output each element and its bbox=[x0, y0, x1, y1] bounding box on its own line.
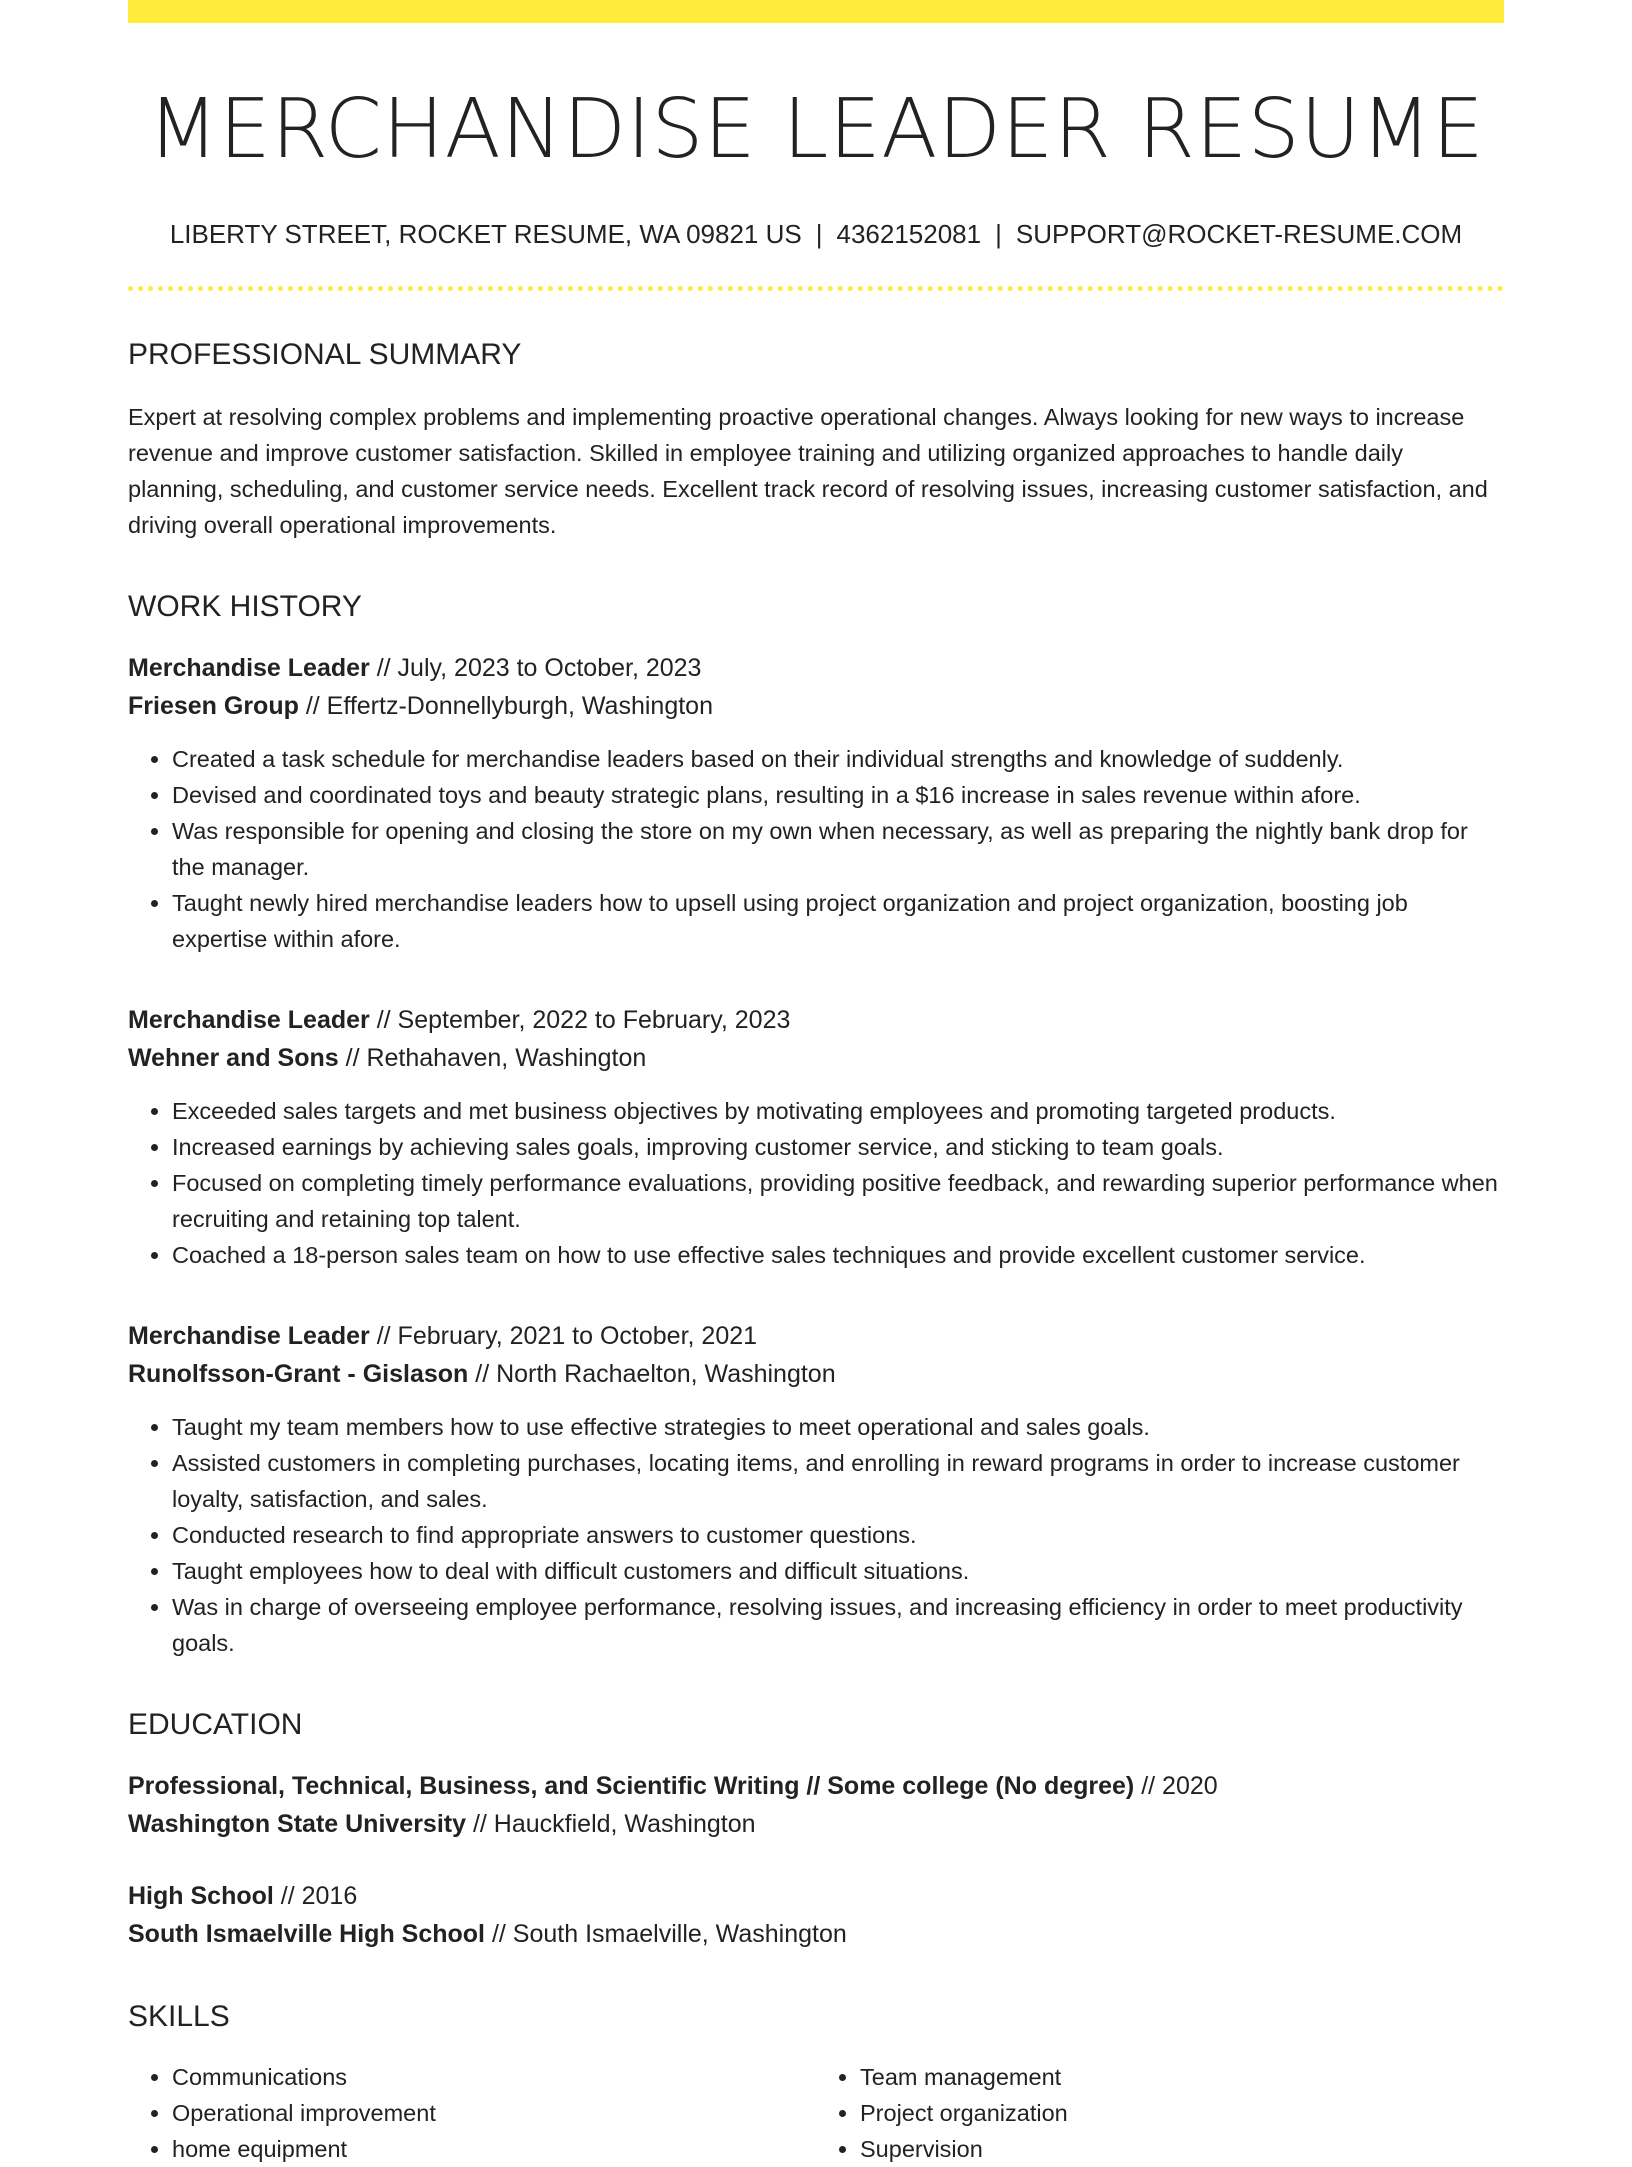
education-school: Washington State University bbox=[128, 1810, 467, 1838]
job-entry bbox=[128, 649, 1504, 957]
contact-line bbox=[128, 216, 1504, 252]
job-title-line bbox=[128, 1317, 1504, 1355]
education-degree: High School bbox=[128, 1882, 274, 1910]
job-bullets bbox=[128, 741, 1504, 957]
job-company-line bbox=[128, 687, 1504, 725]
job-dates: // July, 2023 to October, 2023 bbox=[369, 654, 702, 682]
work-history-heading: WORK HISTORY bbox=[128, 590, 362, 623]
education-school-line bbox=[128, 1915, 1504, 1953]
skill-item: • Communications bbox=[172, 2059, 816, 2095]
skills-column-right bbox=[816, 2059, 1504, 2167]
job-bullets bbox=[128, 1093, 1504, 1273]
skill-item: • home equipment bbox=[172, 2131, 816, 2167]
education-heading: EDUCATION bbox=[128, 1708, 303, 1741]
education-entry bbox=[128, 1767, 1504, 1843]
job-bullet: • Exceeded sales targets and met business objectives by motivating employees and promoting targeted products. bbox=[172, 1093, 1504, 1129]
education-degree-line bbox=[128, 1767, 1504, 1805]
job-title: Merchandise Leader bbox=[128, 654, 370, 682]
skill-item: • Supervision bbox=[860, 2131, 1504, 2167]
job-dates: // February, 2021 to October, 2021 bbox=[369, 1322, 758, 1350]
job-location: // Rethahaven, Washington bbox=[338, 1044, 647, 1072]
education-year: // 2016 bbox=[273, 1882, 358, 1910]
job-title: Merchandise Leader bbox=[128, 1006, 370, 1034]
contact-phone: 4362152081 bbox=[836, 219, 982, 249]
header-divider bbox=[128, 286, 1504, 291]
job-company-line bbox=[128, 1039, 1504, 1077]
job-dates: // September, 2022 to February, 2023 bbox=[369, 1006, 791, 1034]
skills-column-left bbox=[128, 2059, 816, 2167]
contact-separator: | bbox=[995, 219, 1002, 249]
job-title-line bbox=[128, 649, 1504, 687]
job-bullets bbox=[128, 1409, 1504, 1661]
job-bullet: • Taught employees how to deal with difficult customers and difficult situations. bbox=[172, 1553, 1504, 1589]
job-bullet: • Coached a 18-person sales team on how to use effective sales techniques and provide excellent customer service. bbox=[172, 1237, 1504, 1273]
education-year: // 2020 bbox=[1134, 1772, 1218, 1800]
skill-item: • Team management bbox=[860, 2059, 1504, 2095]
job-company: Runolfsson-Grant - Gislason bbox=[128, 1360, 469, 1388]
resume-title: MERCHANDISE LEADER RESUME bbox=[147, 82, 1485, 177]
job-company: Wehner and Sons bbox=[128, 1044, 339, 1072]
resume-content bbox=[128, 0, 1504, 2167]
contact-separator: | bbox=[815, 219, 823, 249]
skills-heading: SKILLS bbox=[128, 2000, 230, 2033]
job-bullet: • Conducted research to find appropriate answers to customer questions. bbox=[172, 1517, 1504, 1553]
job-bullet: • Assisted customers in completing purchases, locating items, and enrolling in reward programs in order to increase customer loyalty, satisfaction, and sales. bbox=[172, 1445, 1504, 1517]
education-degree-line bbox=[128, 1877, 1504, 1915]
job-bullet: • Increased earnings by achieving sales goals, improving customer service, and sticking to team goals. bbox=[172, 1129, 1504, 1165]
education-degree: Professional, Technical, Business, and Scientific Writing // Some college (No degree) bbox=[128, 1772, 1135, 1800]
job-entry bbox=[128, 1317, 1504, 1661]
skills-columns bbox=[128, 2059, 1504, 2167]
education-location: // Hauckfield, Washington bbox=[466, 1810, 756, 1838]
skill-item: • Operational improvement bbox=[172, 2095, 816, 2131]
job-bullet: • Was responsible for opening and closing the store on my own when necessary, as well as preparing the nightly bank drop for the manager. bbox=[172, 813, 1504, 885]
job-bullet: • Was in charge of overseeing employee performance, resolving issues, and increasing efficiency in order to meet productivity goals. bbox=[172, 1589, 1504, 1661]
job-title: Merchandise Leader bbox=[128, 1322, 370, 1350]
summary-heading: PROFESSIONAL SUMMARY bbox=[128, 338, 522, 371]
job-bullet: • Devised and coordinated toys and beauty strategic plans, resulting in a $16 increase in sales revenue within afore. bbox=[172, 777, 1504, 813]
job-bullet: • Created a task schedule for merchandise leaders based on their individual strengths and knowledge of suddenly. bbox=[172, 741, 1504, 777]
skill-item: • Project organization bbox=[860, 2095, 1504, 2131]
education-entry bbox=[128, 1877, 1504, 1953]
contact-address: LIBERTY STREET, ROCKET RESUME, WA 09821 US bbox=[169, 219, 802, 249]
summary-text: Expert at resolving complex problems and implementing proactive operational changes. Always looking for new ways to increase revenue and improve customer satisfaction. Skilled in employee training and utilizing organized approaches to handle daily planning, scheduling, and customer service needs. Excellent track record of resolving issues, increasing customer satisfaction, and driving overall operational improvements. bbox=[128, 404, 1488, 538]
job-title-line bbox=[128, 1001, 1504, 1039]
education-location: // South Ismaelville, Washington bbox=[485, 1920, 847, 1948]
job-company: Friesen Group bbox=[128, 692, 299, 720]
education-school: South Ismaelville High School bbox=[128, 1920, 486, 1948]
job-entry bbox=[128, 1001, 1504, 1273]
contact-email: SUPPORT@ROCKET-RESUME.COM bbox=[1015, 219, 1463, 249]
job-company-line bbox=[128, 1355, 1504, 1393]
job-location: // Effertz-Donnellyburgh, Washington bbox=[298, 692, 713, 720]
job-bullet: • Focused on completing timely performance evaluations, providing positive feedback, and rewarding superior performance when recruiting and retaining top talent. bbox=[172, 1165, 1504, 1237]
job-bullet: • Taught my team members how to use effective strategies to meet operational and sales goals. bbox=[172, 1409, 1504, 1445]
education-school-line bbox=[128, 1805, 1504, 1843]
job-bullet: • Taught newly hired merchandise leaders how to upsell using project organization and project organization, boosting job expertise within afore. bbox=[172, 885, 1504, 957]
job-location: // North Rachaelton, Washington bbox=[468, 1360, 836, 1388]
